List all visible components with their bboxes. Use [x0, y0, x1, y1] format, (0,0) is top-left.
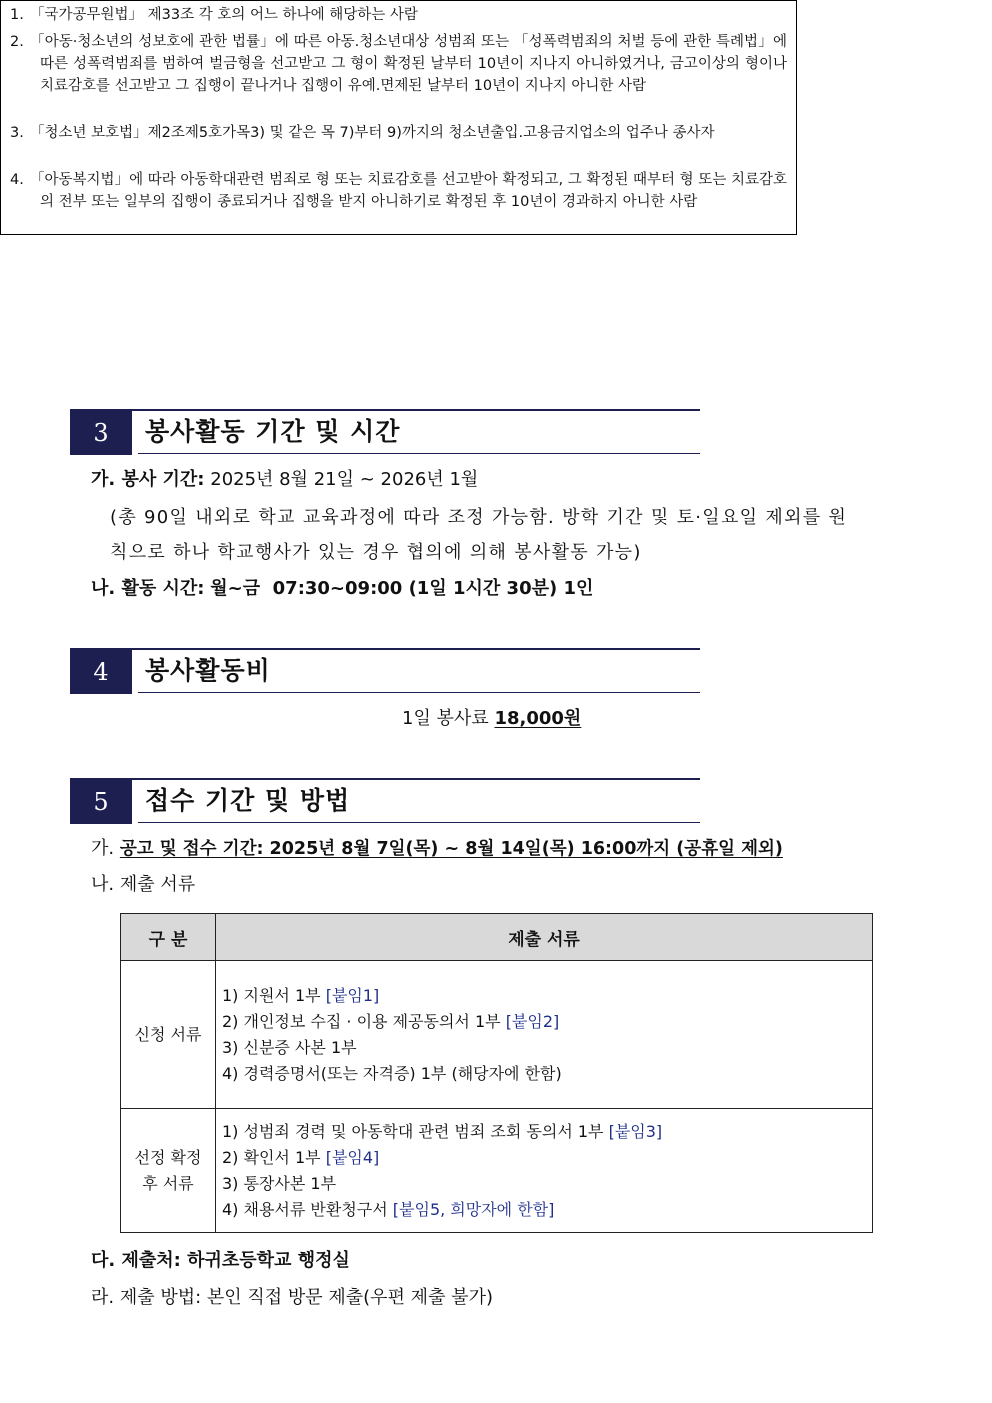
disqualification-item	[10, 4, 787, 26]
document-text: 4) 채용서류 반환청구서	[222, 1199, 388, 1219]
documents-cell	[216, 1109, 873, 1233]
table-row	[121, 961, 873, 1109]
document-text: 1) 지원서 1부	[222, 985, 321, 1005]
header-category: 구 분	[121, 914, 216, 961]
disqualification-item	[10, 169, 787, 213]
attachment-ref: [붙임1]	[325, 985, 380, 1005]
document-text: 3) 통장사본 1부	[222, 1173, 337, 1193]
section-bottom-rule	[138, 822, 700, 823]
item-text: 「아동·청소년의 성보호에 관한 법률」에 따른 아동.청소년대상 성범죄 또는 「성폭력범죄의 처벌 등에 관한 특례법」에 따른 성폭력범죄를 범하여 벌금형을 선고받고 그 형이 확정된 날부터 10년이 지나지 아니하였거나, 금고이상의 형이나 치료감호를 선고받고 그 집행이 끝나거나 집행이 유예.면제된 날부터 10년이 지나지 아니한 사람	[30, 34, 787, 94]
document-text: 1) 성범죄 경력 및 아동학대 관련 범죄 조회 동의서 1부	[222, 1121, 604, 1141]
item-number: 3.	[10, 125, 24, 141]
hours-value: 월~금 07:30~09:00 (1일 1시간 30분) 1인	[210, 578, 594, 599]
item-number: 4.	[10, 172, 24, 188]
disqualification-box	[0, 0, 797, 235]
section-bottom-rule	[138, 453, 700, 454]
section-top-rule	[70, 409, 700, 411]
period-note: 칙으로 하나 학교행사가 있는 경우 협의에 의해 봉사활동 가능)	[110, 542, 642, 563]
section-number: 5	[70, 780, 132, 824]
table-row	[121, 1109, 873, 1233]
category-cell	[121, 1109, 216, 1233]
period-line	[91, 467, 478, 493]
category-line: 후 서류	[142, 1173, 194, 1193]
section-top-rule	[70, 778, 700, 780]
fee-label: 1일 봉사료	[402, 708, 489, 729]
disqualification-item	[10, 122, 787, 144]
document-item	[222, 1035, 872, 1061]
documents-table	[120, 913, 873, 1233]
fee-line	[402, 706, 581, 732]
notice-period-line	[91, 836, 783, 862]
item-number: 1.	[10, 7, 24, 23]
period-label: 가. 봉사 기간:	[91, 469, 205, 490]
category-line: 선정 확정	[134, 1147, 202, 1167]
section-title: 봉사활동 기간 및 시간	[145, 417, 401, 446]
item-text: 「아동복지법」에 따라 아동학대관련 범죄로 형 또는 치료감호를 선고받아 확정되고, 그 확정된 때부터 형 또는 치료감호의 전부 또는 일부의 집행이 종료되거나 집행을 받지 아니하기로 확정된 후 10년이 경과하지 아니한 사람	[30, 172, 787, 210]
item-text: 「국가공무원법」 제33조 각 호의 어느 하나에 해당하는 사람	[30, 7, 418, 23]
document-text: 2) 확인서 1부	[222, 1147, 321, 1167]
documents-cell	[216, 961, 873, 1109]
document-item	[222, 1061, 872, 1087]
submit-method: 라. 제출 방법: 본인 직접 방문 제출(우편 제출 불가)	[91, 1287, 493, 1308]
period-value: 2025년 8월 21일 ~ 2026년 1월	[210, 469, 479, 490]
document-text: 3) 신분증 사본 1부	[222, 1037, 357, 1057]
section-title: 봉사활동비	[145, 656, 271, 685]
document-item	[222, 1171, 872, 1197]
attachment-ref: [붙임2]	[505, 1011, 560, 1031]
attachment-ref: [붙임4]	[325, 1147, 380, 1167]
document-item	[222, 983, 872, 1009]
document-text: 4) 경력증명서(또는 자격증) 1부 (해당자에 한함)	[222, 1063, 562, 1083]
section-top-rule	[70, 648, 700, 650]
item-number: 2.	[10, 34, 24, 50]
section-number: 4	[70, 650, 132, 694]
attachment-ref: [붙임5, 희망자에 한함]	[392, 1199, 555, 1219]
hours-label: 나. 활동 시간:	[91, 578, 205, 599]
docs-label: 나. 제출 서류	[91, 874, 196, 895]
section-title: 접수 기간 및 방법	[145, 786, 351, 815]
fee-value: 18,000원	[494, 708, 582, 729]
document-item	[222, 1119, 872, 1145]
section-bottom-rule	[138, 692, 700, 693]
table-header-row	[121, 914, 873, 961]
period-note: (총 90일 내외로 학교 교육과정에 따라 조정 가능함. 방학 기간 및 토·일요일 제외를 원	[110, 507, 848, 528]
document-item	[222, 1009, 872, 1035]
disqualification-item	[10, 31, 787, 97]
attachment-ref: [붙임3]	[608, 1121, 663, 1141]
section-number: 3	[70, 411, 132, 455]
item-text: 「청소년 보호법」제2조제5호가목3) 및 같은 목 7)부터 9)까지의 청소년출입.고용금지업소의 업주나 종사자	[30, 125, 715, 141]
hours-line	[91, 576, 593, 602]
notice-prefix: 가.	[91, 838, 115, 859]
notice-period: 공고 및 접수 기간: 2025년 8월 7일(목) ~ 8월 14일(목) 16:00까지 (공휴일 제외)	[119, 839, 783, 859]
document-item	[222, 1145, 872, 1171]
document-text: 2) 개인정보 수집 · 이용 제공동의서 1부	[222, 1011, 501, 1031]
header-docs: 제출 서류	[216, 914, 873, 961]
submit-place: 다. 제출처: 하귀초등학교 행정실	[91, 1250, 350, 1271]
category-cell: 신청 서류	[121, 961, 216, 1109]
document-item	[222, 1197, 872, 1223]
